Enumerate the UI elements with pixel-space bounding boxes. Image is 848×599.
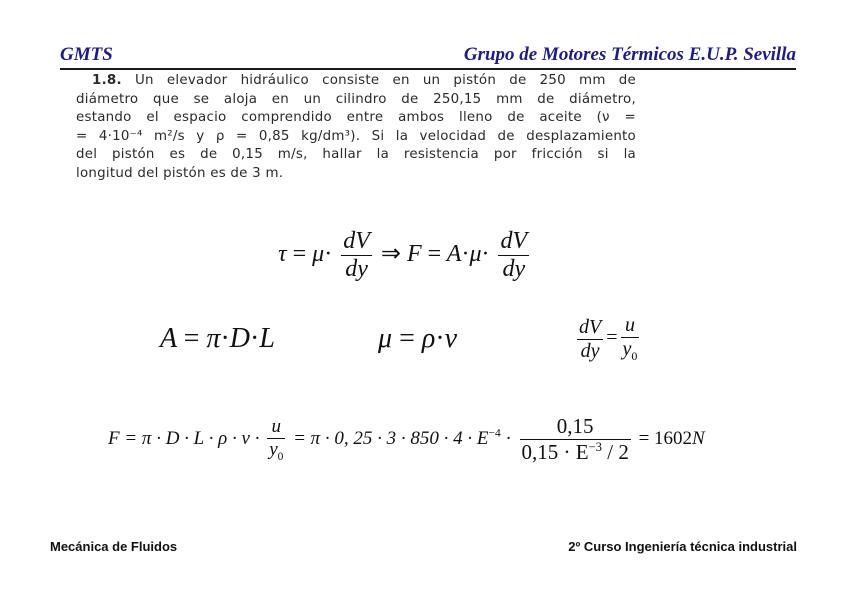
footer-course-subject: Mecánica de Fluidos <box>50 539 178 554</box>
equation-area: A = π·D·L <box>160 323 275 354</box>
problem-number: 1.8. <box>92 73 122 88</box>
fraction-dv-dy: $\frac{dV}{dy}$ <box>579 315 602 362</box>
fraction-dv-dy: $\frac{dV}{dy}$ <box>500 228 528 282</box>
page-header <box>60 44 796 70</box>
equation-viscosity: μ = ρ·ν <box>378 323 458 354</box>
equation-friction-result: F = π · D · L · ρ · ν · $\frac{u}{y_0}$ = π · 0, $25 \cdot 3 \cdot 850 \cdot 4 \cdot E^{-4}$ · $\frac{0,15}{0,15 \cdot E^{-3} / 2}$ = 1602N <box>108 414 705 464</box>
header-left-title: GMTS <box>60 44 113 65</box>
header-right-title: Grupo de Motores Térmicos E.U.P. Sevilla <box>463 44 796 65</box>
footer-course-level: 2º Curso Ingeniería técnica industrial <box>568 539 797 554</box>
problem-line: estando el espacio comprendido entre ambos lleno de aceite (ν = <box>76 110 636 125</box>
problem-statement <box>76 72 636 183</box>
problem-line: = 4·10⁻⁴ m²/s y ρ = 0,85 kg/dm³). Si la velocidad de desplazamiento <box>76 128 636 144</box>
problem-line: 1.8. Un elevador hidráulico consiste en un pistón de 250 mm de <box>92 73 636 88</box>
problem-line: del pistón es de 0,15 m/s, hallar la resistencia por fricción si la <box>76 147 636 162</box>
equation-shear-force: τ = μ· $\frac{dV}{dy}$ ⇒ F = A·μ· $\frac{dV}{dy}$ <box>278 228 528 282</box>
fraction-u-y0: $\frac{u}{y_0}$ <box>622 314 638 363</box>
fraction-dv-dy: $\frac{dV}{dy}$ <box>343 228 370 282</box>
fraction-u-y0: $\frac{u}{y_0}$ <box>269 416 284 463</box>
problem-line: diámetro que se aloja en un cilindro de 250,15 mm de diámetro, <box>76 91 636 107</box>
fraction-numeric: $\frac{0,15}{0,15 \cdot E^{-3} / 2}$ <box>521 414 629 464</box>
problem-line: longitud del pistón es de 3 m. <box>76 165 284 181</box>
equation-velocity-gradient: $\frac{dV}{dy}$ = $\frac{u}{y_0}$ <box>579 314 638 363</box>
